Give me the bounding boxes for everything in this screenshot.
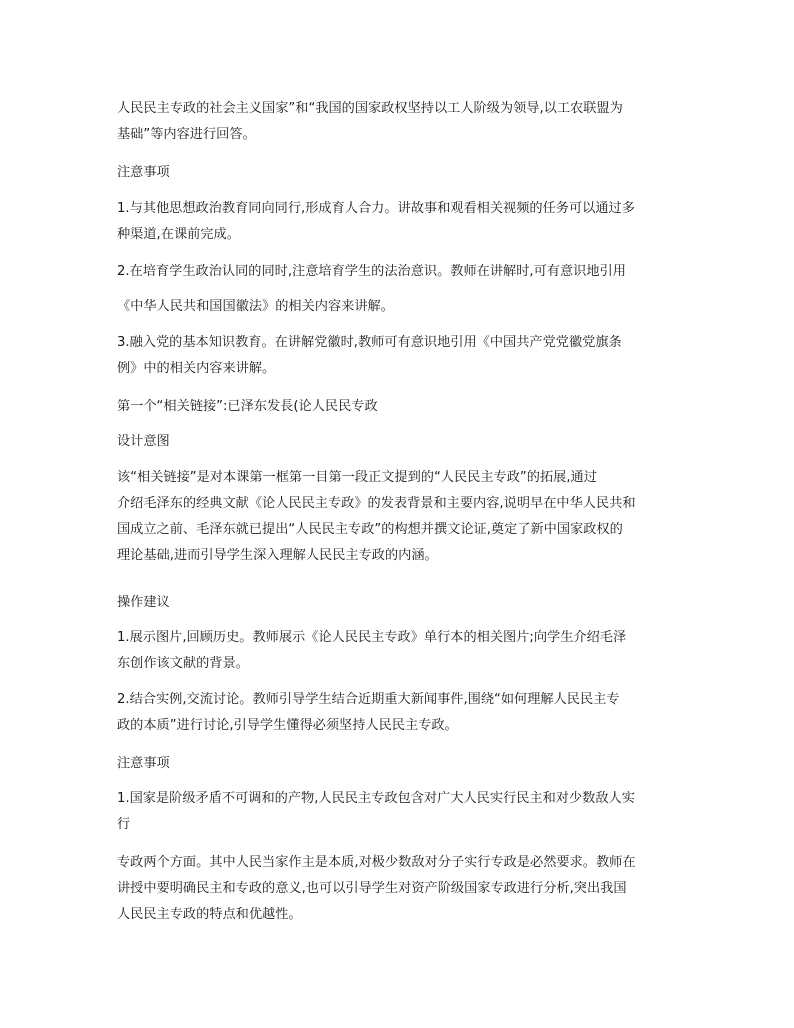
paragraph-10 xyxy=(117,850,687,928)
text-line: 介绍毛泽东的经典文献《论人民民主专政》的发表背景和主要内容,说明早在中华人民共和 xyxy=(117,496,636,511)
text-line: 专政两个方面。其中人民当家作主是本质,对极少数敌对分子实行专政是必然要求。教师在 xyxy=(117,855,636,870)
text-line: 该“相关链接”是对本课第一框第一目第一段正文提到的“人民民主专政”的拓展,通过 xyxy=(117,470,597,485)
heading-related-link xyxy=(117,394,687,420)
text-line: 2.在培育学生政治认同的同时,注意培育学生的法治意识。教师在讲解时,可有意识地引用 xyxy=(117,264,626,279)
text-line: 行 xyxy=(117,817,131,832)
text-line: 国成立之前、毛泽东就已提出“人民民主专政”的构想并撰文论证,奠定了新中国家政权的 xyxy=(117,522,623,537)
text-line: 3.融入党的基本知识教育。在讲解党徽时,教师可有意识地引用《中国共产党党徽党旗条 xyxy=(117,335,622,350)
section-heading: 注意事项 xyxy=(117,165,170,180)
text-line: 种渠道,在课前完成。 xyxy=(117,227,240,242)
paragraph-2 xyxy=(117,196,687,248)
paragraph-7 xyxy=(117,625,687,677)
text-line: 东创作该文献的背景。 xyxy=(117,656,249,671)
text-line: 理论基础,进而引导学生深入理解人民民主专政的内涵。 xyxy=(117,548,438,563)
heading-notes-2 xyxy=(117,751,687,777)
text-line: 2.结合实例,交流讨论。教师引导学生结合近期重大新闻事件,围绕“如何理解人民民主专 xyxy=(117,692,620,707)
paragraph-9 xyxy=(117,786,687,838)
section-heading: 第一个“相关链接”:已泽东发長(论人民民专政 xyxy=(117,399,378,414)
heading-design-intent xyxy=(117,429,687,455)
section-heading: 操作建议 xyxy=(117,595,170,610)
section-heading: 设计意图 xyxy=(117,434,170,449)
section-heading: 注意事项 xyxy=(117,756,170,771)
text-line: 讲授中要明确民主和专政的意义,也可以引导学生对资产阶级国家专政进行分析,突出我国 xyxy=(117,881,627,896)
text-line: 1.国家是阶级矛盾不可调和的产物,人民民主专政包含对广大人民实行民主和对少数敌人实 xyxy=(117,791,635,806)
heading-notes-1 xyxy=(117,160,687,186)
text-line: 《中华人民共和国国徽法》的相关内容来讲解。 xyxy=(117,299,394,314)
paragraph-6 xyxy=(117,465,687,569)
text-line: 政的本质”进行讨论,引导学生懂得必须坚持人民民主专政。 xyxy=(117,718,458,733)
paragraph-3 xyxy=(117,259,687,285)
text-line: 例》中的相关内容来讲解。 xyxy=(117,361,276,376)
paragraph-1 xyxy=(117,96,687,148)
text-line: 1.与其他思想政治教育同向同行,形成育人合力。讲故事和观看相关视频的任务可以通过多 xyxy=(117,201,635,216)
paragraph-5 xyxy=(117,330,687,382)
text-line: 人民民主专政的特点和优越性。 xyxy=(117,907,302,922)
paragraph-4 xyxy=(117,294,687,320)
text-line: 人民民主专政的社会主义国家”和“我国的国家政权坚持以工人阶级为领导,以工农联盟为 xyxy=(117,101,623,116)
text-line: 1.展示图片,回顾历史。教师展示《论人民民主专政》单行本的相关图片;向学生介绍毛泽 xyxy=(117,630,627,645)
text-line: 基础”等内容进行回答。 xyxy=(117,127,256,142)
paragraph-8 xyxy=(117,687,687,739)
heading-operation-suggestions xyxy=(117,590,687,616)
